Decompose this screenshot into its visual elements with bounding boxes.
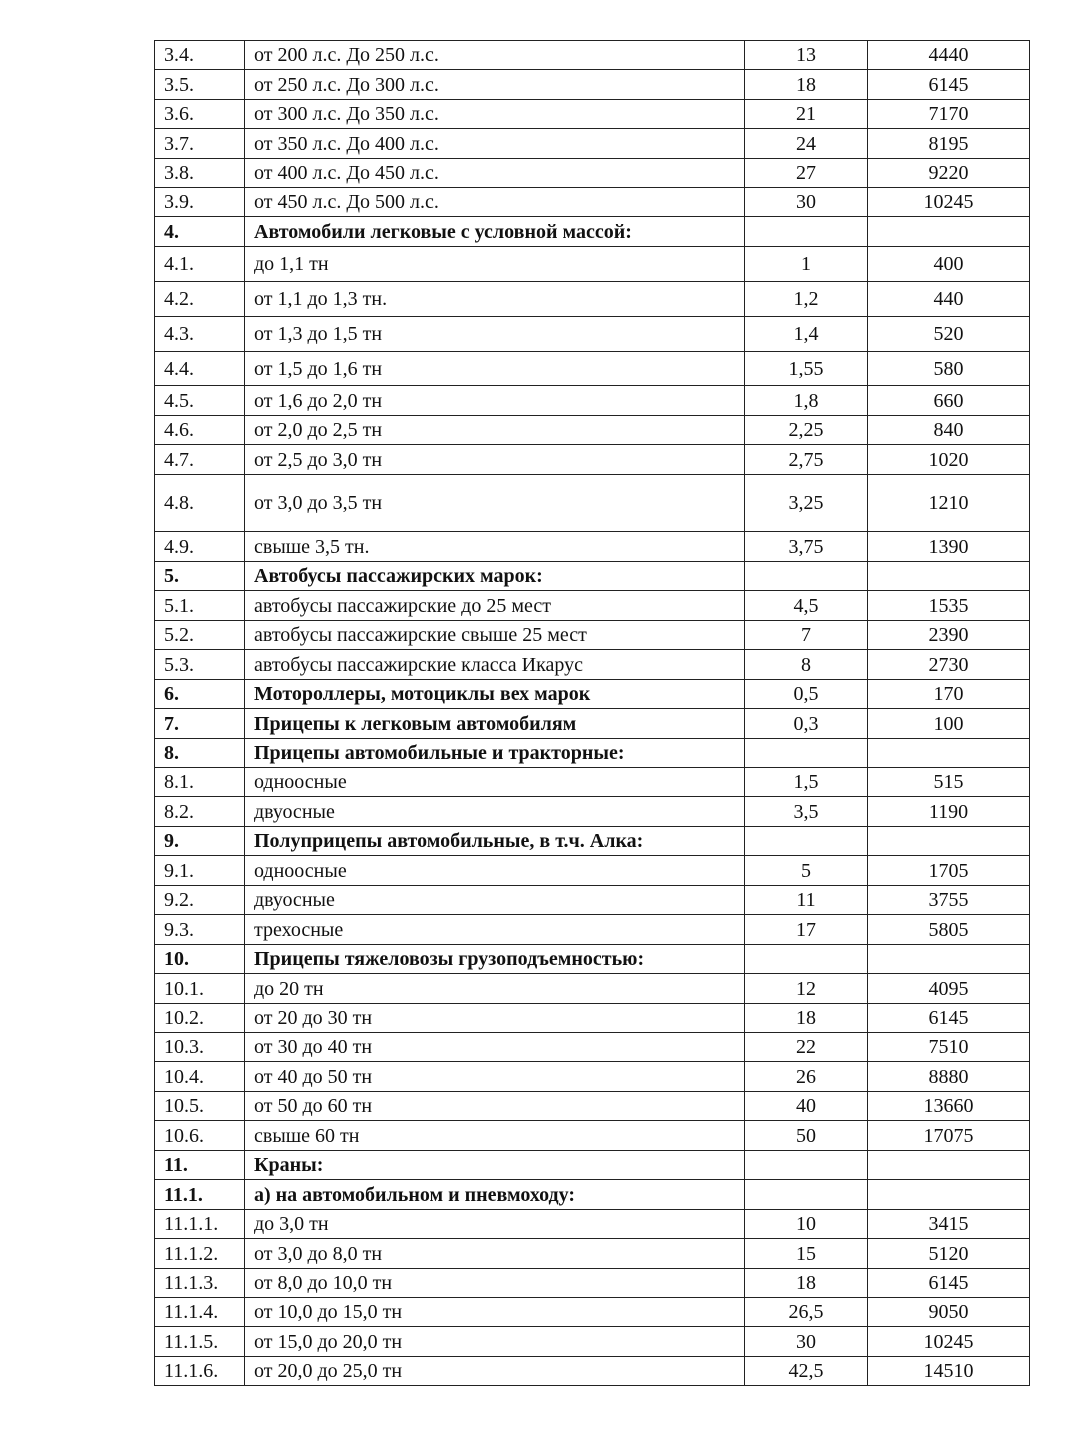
row-name-cell: а) на автомобильном и пневмоходу: <box>245 1180 745 1210</box>
row-name-cell: от 200 л.с. До 250 л.с. <box>245 41 745 70</box>
row-name-cell: от 10,0 до 15,0 тн <box>245 1298 745 1327</box>
table-row <box>155 217 1030 247</box>
row-amount-cell: 1390 <box>868 532 1030 562</box>
row-number-cell: 3.9. <box>155 188 245 217</box>
row-number-cell: 7. <box>155 709 245 739</box>
table-row <box>155 1180 1030 1210</box>
row-amount-cell: 10245 <box>868 1327 1030 1357</box>
row-name-cell: двуосные <box>245 797 745 827</box>
row-number-cell: 3.7. <box>155 129 245 159</box>
row-coefficient-cell: 26 <box>745 1062 868 1092</box>
row-coefficient-cell: 3,75 <box>745 532 868 562</box>
row-number-cell: 11.1.3. <box>155 1269 245 1298</box>
table-row <box>155 100 1030 129</box>
row-number-cell: 9. <box>155 827 245 856</box>
row-coefficient-cell: 26,5 <box>745 1298 868 1327</box>
table-row <box>155 352 1030 386</box>
row-amount-cell: 660 <box>868 386 1030 416</box>
row-name-cell: двуосные <box>245 886 745 915</box>
table-row <box>155 41 1030 70</box>
row-number-cell: 5.2. <box>155 621 245 650</box>
table-row <box>155 416 1030 445</box>
row-amount-cell: 14510 <box>868 1357 1030 1386</box>
row-number-cell: 4.5. <box>155 386 245 416</box>
row-number-cell: 11.1.4. <box>155 1298 245 1327</box>
row-name-cell: Прицепы автомобильные и тракторные: <box>245 739 745 768</box>
row-coefficient-cell: 1,55 <box>745 352 868 386</box>
row-name-cell: от 20 до 30 тн <box>245 1004 745 1033</box>
row-name-cell: до 20 тн <box>245 974 745 1004</box>
table-row <box>155 1239 1030 1269</box>
row-number-cell: 11.1.6. <box>155 1357 245 1386</box>
table-row <box>155 1151 1030 1180</box>
row-amount-cell: 9050 <box>868 1298 1030 1327</box>
row-number-cell: 9.3. <box>155 915 245 945</box>
row-name-cell: Краны: <box>245 1151 745 1180</box>
row-number-cell: 3.4. <box>155 41 245 70</box>
row-coefficient-cell: 7 <box>745 621 868 650</box>
row-amount-cell: 1705 <box>868 856 1030 886</box>
table-row <box>155 475 1030 532</box>
tariff-table <box>154 40 1030 1386</box>
row-name-cell: от 30 до 40 тн <box>245 1033 745 1062</box>
row-amount-cell: 580 <box>868 352 1030 386</box>
row-number-cell: 10.6. <box>155 1121 245 1151</box>
row-amount-cell: 440 <box>868 282 1030 317</box>
row-number-cell: 11. <box>155 1151 245 1180</box>
row-coefficient-cell: 0,3 <box>745 709 868 739</box>
row-name-cell: от 3,0 до 8,0 тн <box>245 1239 745 1269</box>
row-number-cell: 9.1. <box>155 856 245 886</box>
row-amount-cell: 100 <box>868 709 1030 739</box>
row-name-cell: Прицепы к легковым автомобилям <box>245 709 745 739</box>
row-coefficient-cell: 11 <box>745 886 868 915</box>
row-number-cell: 3.8. <box>155 159 245 188</box>
row-name-cell: от 2,0 до 2,5 тн <box>245 416 745 445</box>
row-number-cell: 4.7. <box>155 445 245 475</box>
row-number-cell: 4.9. <box>155 532 245 562</box>
row-coefficient-cell: 27 <box>745 159 868 188</box>
row-amount-cell: 1020 <box>868 445 1030 475</box>
row-name-cell: от 250 л.с. До 300 л.с. <box>245 70 745 100</box>
row-number-cell: 8.2. <box>155 797 245 827</box>
row-number-cell: 4.2. <box>155 282 245 317</box>
row-amount-cell: 4440 <box>868 41 1030 70</box>
row-name-cell: от 3,0 до 3,5 тн <box>245 475 745 532</box>
row-coefficient-cell: 18 <box>745 70 868 100</box>
row-number-cell: 11.1.2. <box>155 1239 245 1269</box>
table-row <box>155 562 1030 591</box>
table-row <box>155 797 1030 827</box>
row-amount-cell: 170 <box>868 680 1030 709</box>
row-name-cell: одноосные <box>245 768 745 797</box>
row-coefficient-cell: 1,4 <box>745 317 868 352</box>
row-coefficient-cell: 1,2 <box>745 282 868 317</box>
row-amount-cell: 13660 <box>868 1092 1030 1121</box>
row-amount-cell: 3755 <box>868 886 1030 915</box>
row-amount-cell: 400 <box>868 247 1030 282</box>
table-row <box>155 532 1030 562</box>
row-name-cell: от 1,1 до 1,3 тн. <box>245 282 745 317</box>
row-number-cell: 4.1. <box>155 247 245 282</box>
row-amount-cell: 9220 <box>868 159 1030 188</box>
row-name-cell: Автомобили легковые с условной массой: <box>245 217 745 247</box>
row-number-cell: 4.8. <box>155 475 245 532</box>
row-coefficient-cell <box>745 945 868 974</box>
row-name-cell: от 350 л.с. До 400 л.с. <box>245 129 745 159</box>
row-number-cell: 5.1. <box>155 591 245 621</box>
row-name-cell: свыше 60 тн <box>245 1121 745 1151</box>
row-number-cell: 11.1.5. <box>155 1327 245 1357</box>
row-coefficient-cell: 15 <box>745 1239 868 1269</box>
table-row <box>155 317 1030 352</box>
row-coefficient-cell: 8 <box>745 650 868 680</box>
row-amount-cell: 2390 <box>868 621 1030 650</box>
row-name-cell: от 400 л.с. До 450 л.с. <box>245 159 745 188</box>
table-row <box>155 1033 1030 1062</box>
row-name-cell: автобусы пассажирские класса Икарус <box>245 650 745 680</box>
row-number-cell: 4.4. <box>155 352 245 386</box>
table-row <box>155 827 1030 856</box>
row-name-cell: до 1,1 тн <box>245 247 745 282</box>
row-name-cell: Автобусы пассажирских марок: <box>245 562 745 591</box>
table-row <box>155 129 1030 159</box>
table-row <box>155 1092 1030 1121</box>
row-name-cell: до 3,0 тн <box>245 1210 745 1239</box>
row-number-cell: 10.3. <box>155 1033 245 1062</box>
row-coefficient-cell: 4,5 <box>745 591 868 621</box>
table-row <box>155 856 1030 886</box>
table-row <box>155 1004 1030 1033</box>
table-row <box>155 159 1030 188</box>
row-coefficient-cell <box>745 1151 868 1180</box>
table-row <box>155 591 1030 621</box>
row-coefficient-cell: 1,8 <box>745 386 868 416</box>
table-row <box>155 886 1030 915</box>
table-row <box>155 768 1030 797</box>
row-name-cell: от 8,0 до 10,0 тн <box>245 1269 745 1298</box>
table-row <box>155 1210 1030 1239</box>
row-number-cell: 10.5. <box>155 1092 245 1121</box>
table-row <box>155 282 1030 317</box>
row-amount-cell: 6145 <box>868 1004 1030 1033</box>
row-amount-cell: 515 <box>868 768 1030 797</box>
row-amount-cell: 1190 <box>868 797 1030 827</box>
row-amount-cell: 840 <box>868 416 1030 445</box>
table-row <box>155 974 1030 1004</box>
row-coefficient-cell: 18 <box>745 1004 868 1033</box>
table-row <box>155 915 1030 945</box>
row-coefficient-cell: 5 <box>745 856 868 886</box>
tariff-table-body <box>155 41 1030 1386</box>
row-coefficient-cell: 13 <box>745 41 868 70</box>
row-amount-cell: 17075 <box>868 1121 1030 1151</box>
row-amount-cell <box>868 217 1030 247</box>
row-number-cell: 3.6. <box>155 100 245 129</box>
row-name-cell: Полуприцепы автомобильные, в т.ч. Алка: <box>245 827 745 856</box>
row-amount-cell: 8880 <box>868 1062 1030 1092</box>
row-amount-cell: 2730 <box>868 650 1030 680</box>
table-row <box>155 739 1030 768</box>
row-amount-cell: 4095 <box>868 974 1030 1004</box>
row-name-cell: от 450 л.с. До 500 л.с. <box>245 188 745 217</box>
row-name-cell: свыше 3,5 тн. <box>245 532 745 562</box>
row-number-cell: 9.2. <box>155 886 245 915</box>
row-name-cell: от 2,5 до 3,0 тн <box>245 445 745 475</box>
row-name-cell: от 1,3 до 1,5 тн <box>245 317 745 352</box>
row-number-cell: 4.3. <box>155 317 245 352</box>
row-number-cell: 8.1. <box>155 768 245 797</box>
row-name-cell: от 50 до 60 тн <box>245 1092 745 1121</box>
row-number-cell: 11.1.1. <box>155 1210 245 1239</box>
row-name-cell: трехосные <box>245 915 745 945</box>
row-coefficient-cell: 50 <box>745 1121 868 1151</box>
table-row <box>155 1121 1030 1151</box>
row-coefficient-cell: 42,5 <box>745 1357 868 1386</box>
row-number-cell: 5. <box>155 562 245 591</box>
row-coefficient-cell: 1 <box>745 247 868 282</box>
row-amount-cell: 6145 <box>868 70 1030 100</box>
row-coefficient-cell: 12 <box>745 974 868 1004</box>
row-coefficient-cell: 21 <box>745 100 868 129</box>
row-coefficient-cell: 2,25 <box>745 416 868 445</box>
table-row <box>155 1062 1030 1092</box>
row-coefficient-cell <box>745 739 868 768</box>
table-row <box>155 650 1030 680</box>
table-row <box>155 445 1030 475</box>
row-amount-cell: 1535 <box>868 591 1030 621</box>
row-number-cell: 8. <box>155 739 245 768</box>
table-row <box>155 621 1030 650</box>
table-row <box>155 1327 1030 1357</box>
row-amount-cell: 7510 <box>868 1033 1030 1062</box>
row-number-cell: 10. <box>155 945 245 974</box>
row-coefficient-cell <box>745 827 868 856</box>
row-name-cell: от 40 до 50 тн <box>245 1062 745 1092</box>
table-row <box>155 1269 1030 1298</box>
row-amount-cell <box>868 562 1030 591</box>
table-row <box>155 386 1030 416</box>
row-coefficient-cell: 18 <box>745 1269 868 1298</box>
row-number-cell: 10.2. <box>155 1004 245 1033</box>
row-amount-cell: 5120 <box>868 1239 1030 1269</box>
row-number-cell: 6. <box>155 680 245 709</box>
row-amount-cell <box>868 1151 1030 1180</box>
row-coefficient-cell: 30 <box>745 1327 868 1357</box>
table-row <box>155 1298 1030 1327</box>
row-amount-cell <box>868 827 1030 856</box>
row-name-cell: от 15,0 до 20,0 тн <box>245 1327 745 1357</box>
table-row <box>155 709 1030 739</box>
row-name-cell: от 300 л.с. До 350 л.с. <box>245 100 745 129</box>
row-name-cell: Мотороллеры, мотоциклы вех марок <box>245 680 745 709</box>
row-name-cell: автобусы пассажирские до 25 мест <box>245 591 745 621</box>
row-coefficient-cell: 3,25 <box>745 475 868 532</box>
row-coefficient-cell: 17 <box>745 915 868 945</box>
row-coefficient-cell: 40 <box>745 1092 868 1121</box>
row-coefficient-cell: 2,75 <box>745 445 868 475</box>
row-coefficient-cell <box>745 562 868 591</box>
row-amount-cell <box>868 1180 1030 1210</box>
row-amount-cell <box>868 945 1030 974</box>
row-coefficient-cell: 3,5 <box>745 797 868 827</box>
row-number-cell: 10.4. <box>155 1062 245 1092</box>
row-number-cell: 3.5. <box>155 70 245 100</box>
row-amount-cell: 7170 <box>868 100 1030 129</box>
row-amount-cell: 6145 <box>868 1269 1030 1298</box>
row-number-cell: 11.1. <box>155 1180 245 1210</box>
table-row <box>155 70 1030 100</box>
row-name-cell: автобусы пассажирские свыше 25 мест <box>245 621 745 650</box>
row-name-cell: от 1,5 до 1,6 тн <box>245 352 745 386</box>
row-amount-cell: 520 <box>868 317 1030 352</box>
row-name-cell: от 1,6 до 2,0 тн <box>245 386 745 416</box>
row-amount-cell: 1210 <box>868 475 1030 532</box>
row-number-cell: 10.1. <box>155 974 245 1004</box>
row-amount-cell: 5805 <box>868 915 1030 945</box>
table-row <box>155 247 1030 282</box>
table-row <box>155 680 1030 709</box>
row-name-cell: одноосные <box>245 856 745 886</box>
row-number-cell: 4. <box>155 217 245 247</box>
table-row <box>155 945 1030 974</box>
table-row <box>155 1357 1030 1386</box>
row-coefficient-cell: 24 <box>745 129 868 159</box>
row-coefficient-cell: 10 <box>745 1210 868 1239</box>
row-amount-cell: 10245 <box>868 188 1030 217</box>
row-coefficient-cell <box>745 1180 868 1210</box>
row-amount-cell: 3415 <box>868 1210 1030 1239</box>
row-amount-cell: 8195 <box>868 129 1030 159</box>
row-name-cell: от 20,0 до 25,0 тн <box>245 1357 745 1386</box>
row-number-cell: 4.6. <box>155 416 245 445</box>
row-coefficient-cell <box>745 217 868 247</box>
row-coefficient-cell: 22 <box>745 1033 868 1062</box>
table-row <box>155 188 1030 217</box>
row-amount-cell <box>868 739 1030 768</box>
row-coefficient-cell: 30 <box>745 188 868 217</box>
row-name-cell: Прицепы тяжеловозы грузоподъемностью: <box>245 945 745 974</box>
row-coefficient-cell: 0,5 <box>745 680 868 709</box>
row-number-cell: 5.3. <box>155 650 245 680</box>
row-coefficient-cell: 1,5 <box>745 768 868 797</box>
